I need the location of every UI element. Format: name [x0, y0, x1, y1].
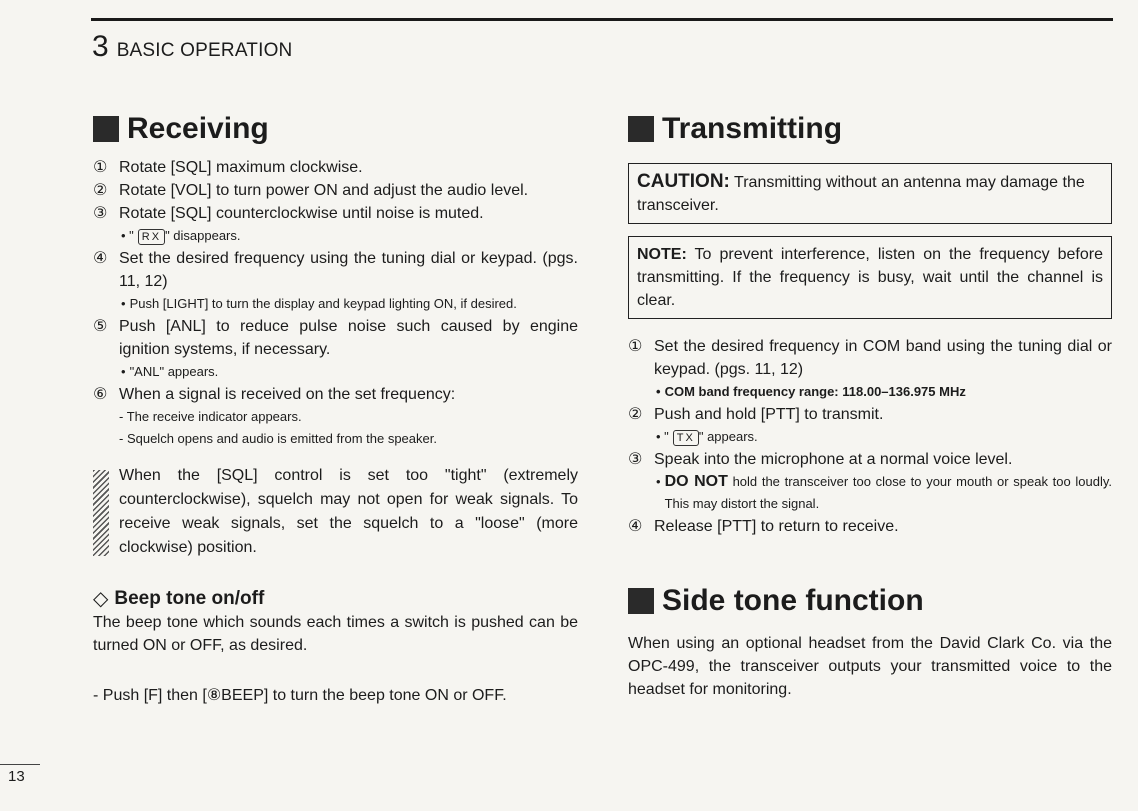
right-column — [628, 112, 1112, 701]
transmitting-sub-2: • " TX " appears. — [656, 429, 758, 444]
receiving-step-2: ② Rotate [VOL] to turn power ON and adjust the audio level. — [93, 182, 529, 199]
transmitting-steps — [628, 335, 1112, 538]
left-column — [93, 112, 578, 705]
tx-indicator-icon: TX — [673, 430, 699, 446]
receiving-step-6: ⑥ When a signal is received on the set frequency: — [93, 386, 456, 403]
section-square-icon — [628, 588, 654, 614]
top-rule — [91, 18, 1113, 21]
transmitting-sub-1: • COM band frequency range: 118.00–136.975 MHz — [656, 384, 966, 399]
beep-heading: ◇ Beep tone on/off — [93, 587, 265, 610]
sidetone-heading — [628, 584, 1112, 618]
receiving-step-4: ④ Set the desired frequency using the tuning dial or keypad. (pgs. 11, 12) — [93, 250, 578, 290]
chapter-title: BASIC OPERATION — [116, 40, 293, 61]
transmitting-step-4: ④ Release [PTT] to return to receive. — [628, 518, 899, 535]
squelch-note: When the [SQL] control is set too "tight" (extremely counterclockwise), squelch may not open for weak signals. To receive weak signals, set the squelch to a "loose" (more clockwise) position. — [93, 464, 578, 560]
page-number: 13 — [8, 768, 25, 785]
receiving-steps — [93, 156, 578, 450]
beep-text: The beep tone which sounds each times a switch is pushed can be turned ON or OFF, as desired. — [93, 614, 578, 654]
sidetone-text: When using an optional headset from the David Clark Co. via the OPC-499, the transceiver outputs your transmitted voice to the headset for monitoring. — [628, 635, 1112, 698]
receiving-heading — [93, 112, 578, 146]
transmitting-sub-3: • DO NOT hold the transceiver too close to your mouth or speak too loudly. This may distort the signal. — [656, 473, 1113, 511]
note-hatch-icon — [93, 470, 109, 556]
transmitting-step-3: ③ Speak into the microphone at a normal voice level. — [628, 451, 1013, 468]
rx-indicator-icon: RX — [138, 229, 165, 245]
chapter-header — [92, 30, 292, 64]
receiving-step-5: ⑤ Push [ANL] to reduce pulse noise such caused by engine ignition systems, if necessary. — [93, 318, 578, 358]
receiving-sub-6b: - Squelch opens and audio is emitted from the speaker. — [119, 431, 437, 446]
transmitting-step-1: ① Set the desired frequency in COM band using the tuning dial or keypad. (pgs. 11, 12) — [628, 338, 1112, 378]
receiving-sub-3: • " RX " disappears. — [121, 228, 241, 243]
diamond-icon: ◇ — [93, 588, 109, 610]
receiving-step-3: ③ Rotate [SQL] counterclockwise until noise is muted. — [93, 205, 484, 222]
page-rule — [0, 764, 40, 765]
receiving-step-1: ① Rotate [SQL] maximum clockwise. — [93, 159, 363, 176]
chapter-number: 3 — [92, 30, 109, 63]
section-square-icon — [93, 116, 119, 142]
receiving-sub-5: • "ANL" appears. — [121, 364, 219, 379]
transmitting-step-2: ② Push and hold [PTT] to transmit. — [628, 406, 884, 423]
receiving-sub-6a: - The receive indicator appears. — [119, 409, 302, 424]
receiving-sub-4: • Push [LIGHT] to turn the display and keypad lighting ON, if desired. — [121, 296, 517, 311]
receiving-title: Receiving — [127, 112, 269, 145]
section-square-icon — [628, 116, 654, 142]
caution-box: CAUTION: Transmitting without an antenna may damage the transceiver. — [628, 163, 1112, 224]
transmitting-title: Transmitting — [662, 112, 843, 145]
transmitting-heading — [628, 112, 1112, 146]
note-box: NOTE: To prevent interference, listen on the frequency before transmitting. If the frequency is busy, wait until the channel is clear. — [628, 236, 1112, 319]
beep-push-instruction: - Push [F] then [⑧BEEP] to turn the beep tone ON or OFF. — [93, 687, 507, 704]
sidetone-title: Side tone function — [662, 584, 924, 617]
